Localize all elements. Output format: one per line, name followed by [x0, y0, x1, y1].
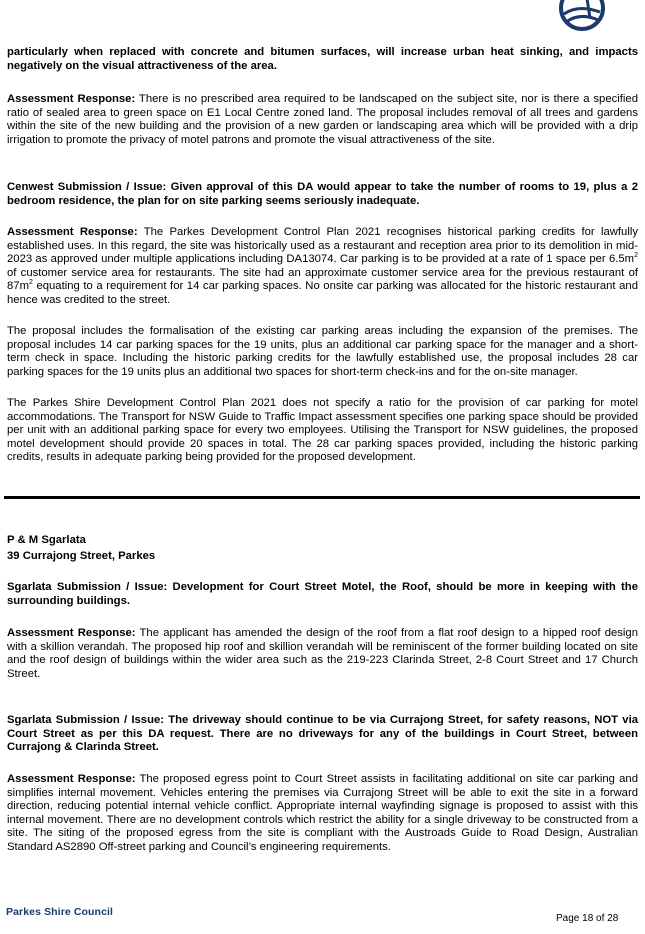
issue-heading: Cenwest Submission / Issue: Given approval of this DA would appear to take the number of rooms to 19, plus a 2 bedroom residence, the plan for on site parking seems seriously inadequate. [7, 181, 638, 207]
footer-organisation: Parkes Shire Council [6, 906, 114, 918]
response-paragraph [7, 93, 638, 147]
response-text-c: equating to a requirement for 14 car parking spaces. No onsite car parking was allocated for the historic restaurant and hence was credited to the street. [7, 280, 638, 306]
response-text: The proposed egress point to Court Street assists in facilitating additional on site car parking and simplifies internal movement. Vehicles entering the premises via Currajong Street will be able to exit the site in a forward direction, reducing potential internal vehicle conflict. Appropriate internal wayfinding signage is proposed to assist with this internal movement. There are no development controls which restrict the ability for a single driveway to be constructed from a site. The siting of the proposed egress from the site is compliant with the Austroads Guide to Road Design, Australian Standard AS2890 Off-street parking and Council’s engineering requirements. [7, 773, 638, 853]
response-text-b: of customer service area for restaurants. The site had an approximate customer service area for the previous restaurant of 87m [7, 266, 638, 293]
parking-paragraph-2 [7, 325, 638, 379]
continuation-text: particularly when replaced with concrete and bitumen surfaces, will increase urban heat sinking, and impacts negatively on the visual attractiveness of the area. [7, 46, 638, 72]
submitter-address-text: 39 Currajong Street, Parkes [7, 550, 156, 562]
assessment-response-2 [7, 226, 638, 308]
superscript-2: 2 [634, 252, 638, 260]
submitter-name-text: P & M Sgarlata [7, 534, 86, 546]
issue-heading: Sgarlata Submission / Issue: The driveway should continue to be via Currajong Street, for safety reasons, NOT via Court Street as per this DA request. There are no driveways for any of the buildings in Court Street, between Currajong & Clarinda Street. [7, 714, 638, 754]
response-text: There is no prescribed area required to be landscaped on the subject site, nor is there a specified ratio of sealed area to green space on E1 Local Centre zoned land. The proposal includes removal of all trees and gardens within the site of the new building and the provision of a new garden or landscaping area which will be provided with a drip irrigation to promote the privacy of motel patrons and promote the visual attractiveness of the site. [7, 93, 638, 146]
response-label: Assessment Response: [7, 226, 138, 238]
response-label: Assessment Response: [7, 93, 136, 105]
sgarlata-issue-1 [7, 581, 638, 608]
sgarlata-issue-2 [7, 714, 638, 755]
section-continuation [7, 46, 638, 73]
assessment-response-1 [7, 93, 638, 147]
response-label: Assessment Response: [7, 627, 136, 639]
submitter-name [7, 534, 638, 548]
response-paragraph [7, 627, 638, 681]
paragraph-text: The Parkes Shire Development Control Plan 2021 does not specify a ratio for the provision of car parking for motel accommodations. The Transport for NSW Guide to Traffic Impact assessment specifies one parking space should be provided per unit with an additional parking space for every two employees. Utilising the Transport for NSW guidelines, the proposed motel development should provide 20 spaces in total. The 28 car parking spaces provided, including the historic parking credits, results in adequate parking being provided for the proposed development. [7, 397, 638, 464]
cenwest-issue [7, 181, 638, 208]
response-paragraph [7, 773, 638, 855]
issue-heading: Sgarlata Submission / Issue: Development for Court Street Motel, the Roof, should be more in keeping with the surrounding buildings. [7, 581, 638, 607]
page-number: Page 18 of 28 [556, 913, 619, 924]
section-divider [4, 496, 640, 499]
submitter-address [7, 550, 638, 564]
response-paragraph [7, 226, 638, 308]
assessment-response-4 [7, 773, 638, 855]
superscript-2b: 2 [28, 279, 33, 287]
council-logo-icon [556, 0, 608, 34]
response-text: The applicant has amended the design of the roof from a flat roof design to a hipped roof design with a skillion verandah. The proposed hip roof and skillion verandah will be reminiscent of the former building located on site and the roof design of buildings within the wider area such as the 219-223 Clarinda Street, 2-8 Court Street and 17 Church Street. [7, 627, 638, 680]
response-label: Assessment Response: [7, 773, 136, 785]
assessment-response-3 [7, 627, 638, 681]
paragraph-text: The proposal includes the formalisation of the existing car parking areas including the expansion of the premises. The proposal includes 14 car parking spaces for the 19 units, plus an additional car parking space for the manager and a short-term check in space. Including the historic parking credits for the lawfully established use, the proposal includes 28 car parking spaces for the 19 units plus an additional two spaces for short-term check-ins and for the on-site manager. [7, 325, 638, 378]
parking-paragraph-3 [7, 397, 638, 465]
response-text-a: The Parkes Development Control Plan 2021 recognises historical parking credits for lawfully established uses. In this regard, the site was historically used as a restaurant and reception area prior to its demolition in mid-2023 as approved under multiple applications including DA13074. Car parking is to be provided at a rate of 1 space per 6.5m [7, 226, 638, 266]
